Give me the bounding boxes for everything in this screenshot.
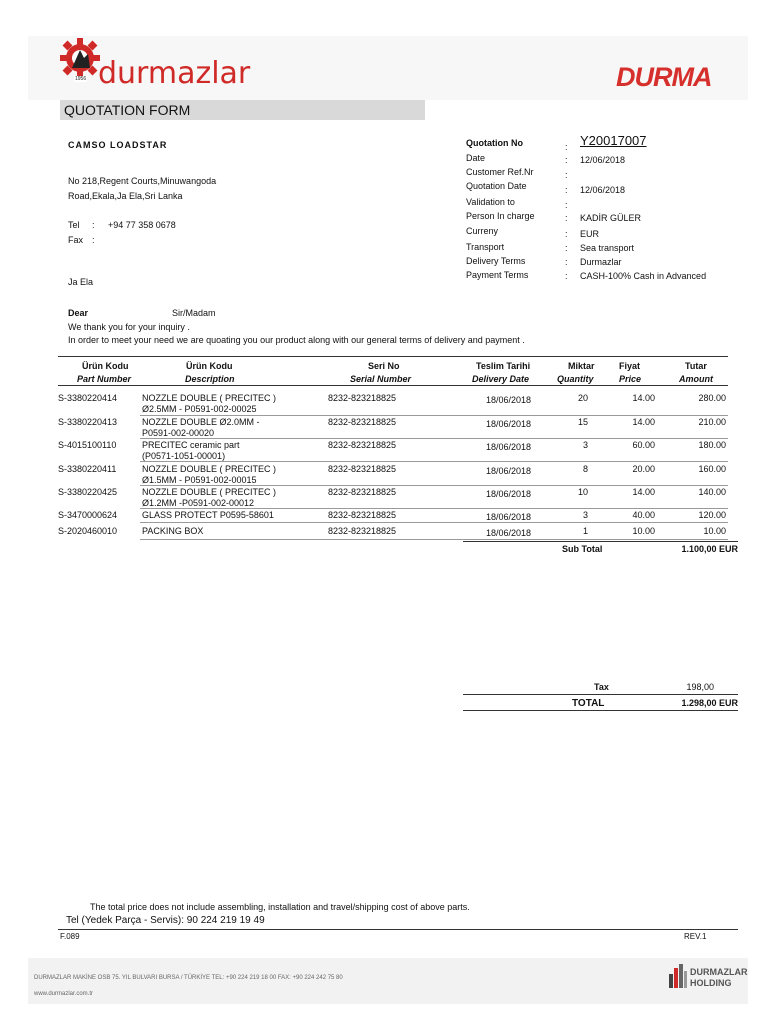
cell-desc: NOZZLE DOUBLE ( PRECITEC ): [142, 464, 277, 474]
tel-label: Tel: [68, 220, 80, 230]
cell-desc: NOZZLE DOUBLE ( PRECITEC ): [142, 487, 277, 497]
cell-desc: NOZZLE DOUBLE Ø2.0MM -: [142, 417, 260, 427]
quotation-no-value: Y20017007: [580, 133, 647, 148]
person-in-charge-colon: :: [565, 213, 568, 223]
footer-rule: [58, 929, 738, 930]
date-colon: :: [565, 155, 568, 165]
cell-date: 18/06/2018: [486, 512, 532, 522]
cell-serial: 8232-823218825: [328, 464, 397, 474]
header-tr-qty: Miktar: [568, 361, 595, 371]
cell-part: S-2020460010: [58, 526, 118, 536]
header-tr-date: Teslim Tarihi: [476, 361, 531, 371]
header-en-amount: Amount: [679, 374, 713, 384]
footer-band: [28, 958, 748, 1004]
cell-desc: PACKING BOX: [142, 526, 204, 536]
durmazlar-gear-logo-icon: [58, 36, 102, 80]
transport-colon: :: [565, 243, 568, 253]
payment-terms-label: Payment Terms: [466, 270, 529, 280]
cell-desc-continued: Ø1.5MM - P0591-002-00015: [142, 475, 257, 485]
letter-line1: We thank you for your inquiry .: [68, 322, 190, 332]
cell-amount: 160.00: [698, 464, 726, 474]
header-tr-amount: Tutar: [685, 361, 707, 371]
revision: REV.1: [684, 932, 707, 941]
row-separator: [140, 539, 728, 540]
tel-colon: :: [92, 220, 95, 230]
cell-part: S-3380220411: [58, 464, 117, 474]
person-in-charge-value: KADİR GÜLER: [580, 213, 642, 223]
fax-colon: :: [92, 235, 95, 245]
cell-serial: 8232-823218825: [328, 393, 397, 403]
cell-part: S-3380220425: [58, 487, 118, 497]
validation-label: Validation to: [466, 197, 515, 207]
footer-website: www.durmazlar.com.tr: [34, 991, 94, 997]
cell-price: 14.00: [632, 393, 655, 403]
holding-building-icon: [668, 962, 688, 988]
cell-desc-continued: Ø2.5MM - P0591-002-00025: [142, 404, 257, 414]
dear-label: Dear: [68, 308, 89, 318]
cell-price: 14.00: [632, 417, 655, 427]
header-en-desc: Description: [185, 374, 235, 384]
tax-value: 198,00: [686, 682, 714, 692]
currency-colon: :: [565, 229, 568, 239]
payment-terms-value: CASH-100% Cash in Advanced: [580, 271, 707, 281]
header-tr-serial: Seri No: [368, 361, 400, 371]
cell-serial: 8232-823218825: [328, 440, 397, 450]
cell-price: 20.00: [632, 464, 655, 474]
cell-desc-continued: (P0571-1051-00001): [142, 451, 226, 461]
cell-amount: 280.00: [698, 393, 726, 403]
customer-ref-label: Customer Ref.Nr: [466, 167, 534, 177]
transport-label: Transport: [466, 242, 505, 252]
payment-terms-colon: :: [565, 271, 568, 281]
total-value: 1.298,00 EUR: [681, 698, 738, 708]
cell-desc-continued: Ø1.2MM -P0591-002-00012: [142, 498, 255, 508]
cell-date: 18/06/2018: [486, 489, 532, 499]
cell-qty: 20: [577, 393, 588, 403]
customer-address-line2: Road,Ekala,Ja Ela,Sri Lanka: [68, 191, 183, 201]
form-title: QUOTATION FORM: [64, 102, 191, 118]
quotation-no-colon: :: [565, 142, 568, 152]
form-code: F.089: [60, 932, 80, 941]
row-separator: [140, 485, 728, 486]
cell-price: 10.00: [632, 526, 655, 536]
row-separator: [140, 438, 728, 439]
row-separator: [140, 508, 728, 509]
header-tr-part: Ürün Kodu: [82, 361, 129, 371]
holding-name-line2: HOLDING: [690, 978, 732, 988]
cell-qty: 3: [582, 440, 588, 450]
company-logo-year: 1956: [75, 76, 87, 82]
header-en-qty: Quantity: [557, 374, 594, 384]
cell-date: 18/06/2018: [486, 395, 532, 405]
service-tel-note: Tel (Yedek Parça - Servis): 90 224 219 19 49: [66, 915, 265, 926]
tax-label: Tax: [594, 682, 609, 692]
row-separator: [140, 461, 728, 462]
header-en-serial: Serial Number: [350, 374, 412, 384]
cell-date: 18/06/2018: [486, 466, 532, 476]
currency-label: Curreny: [466, 226, 499, 236]
customer-address-line1: No 218,Regent Courts,Minuwangoda: [68, 176, 217, 186]
cell-amount: 140.00: [698, 487, 726, 497]
dear-value: Sir/Madam: [172, 308, 216, 318]
cell-part: S-4015100110: [58, 440, 117, 450]
cell-amount: 10.00: [703, 526, 726, 536]
customer-city: Ja Ela: [68, 277, 94, 287]
footer-address: DURMAZLAR MAKİNE OSB 75. YIL BULVARI BURSA / TÜRKİYE TEL: +90 224 219 18 00 FAX: +90 224 242 75 80: [34, 975, 343, 981]
cell-qty: 8: [582, 464, 588, 474]
cell-price: 40.00: [632, 510, 655, 520]
header-en-date: Delivery Date: [472, 374, 530, 384]
delivery-terms-colon: :: [565, 257, 568, 267]
cell-desc-continued: P0591-002-00020: [142, 428, 215, 438]
table-row: [58, 526, 728, 538]
total-bottom-rule: [463, 710, 738, 711]
row-separator: [140, 522, 728, 523]
cell-date: 18/06/2018: [486, 528, 532, 538]
delivery-terms-label: Delivery Terms: [466, 256, 526, 266]
cell-qty: 15: [577, 417, 588, 427]
cell-desc: NOZZLE DOUBLE ( PRECITEC ): [142, 393, 277, 403]
company-logo-text: durmazlar: [98, 56, 251, 91]
header-tr-desc: Ürün Kodu: [186, 361, 233, 371]
cell-amount: 210.00: [698, 417, 726, 427]
quotation-date-colon: :: [565, 185, 568, 195]
cell-desc: PRECITEC ceramic part: [142, 440, 240, 450]
cell-amount: 180.00: [698, 440, 726, 450]
table-row: [58, 510, 728, 522]
cell-desc: GLASS PROTECT P0595-58601: [142, 510, 274, 520]
transport-value: Sea transport: [580, 243, 635, 253]
cell-serial: 8232-823218825: [328, 526, 397, 536]
cell-part: S-3380220413: [58, 417, 118, 427]
cell-qty: 1: [582, 526, 588, 536]
total-label: TOTAL: [572, 698, 605, 709]
subtotal-value: 1.100,00 EUR: [681, 544, 738, 554]
quotation-no-label: Quotation No: [466, 138, 523, 148]
cell-part: S-3470000624: [58, 510, 118, 520]
price-note: The total price does not include assembling, installation and travel/shipping cost of above parts.: [90, 902, 470, 912]
cell-serial: 8232-823218825: [328, 487, 397, 497]
durma-brand-logo: DURMA: [616, 62, 712, 92]
cell-date: 18/06/2018: [486, 419, 532, 429]
cell-amount: 120.00: [698, 510, 726, 520]
header-en-part: Part Number: [77, 374, 132, 384]
quotation-date-label: Quotation Date: [466, 181, 527, 191]
letter-line2: In order to meet your need we are quoating you our product along with our general terms of delivery and payment .: [68, 335, 525, 345]
cell-part: S-3380220414: [58, 393, 118, 403]
person-in-charge-label: Person In charge: [466, 211, 535, 221]
date-label: Date: [466, 153, 486, 163]
cell-serial: 8232-823218825: [328, 417, 397, 427]
subtotal-rule: [463, 541, 738, 542]
cell-qty: 3: [582, 510, 588, 520]
tax-top-rule: [463, 694, 738, 695]
cell-date: 18/06/2018: [486, 442, 532, 452]
quotation-date-value: 12/06/2018: [580, 185, 626, 195]
cell-qty: 10: [577, 487, 588, 497]
header-tr-price: Fiyat: [619, 361, 641, 371]
date-value: 12/06/2018: [580, 155, 626, 165]
cell-price: 60.00: [632, 440, 655, 450]
delivery-terms-value: Durmazlar: [580, 257, 622, 267]
holding-name-line1: DURMAZLAR: [690, 967, 748, 977]
table-top-rule: [58, 356, 728, 357]
customer-ref-colon: :: [565, 170, 568, 180]
row-separator: [140, 415, 728, 416]
currency-value: EUR: [580, 229, 600, 239]
cell-serial: 8232-823218825: [328, 510, 397, 520]
header-en-price: Price: [619, 374, 642, 384]
subtotal-label: Sub Total: [562, 544, 603, 554]
validation-colon: :: [565, 200, 568, 210]
table-header-rule: [58, 385, 728, 386]
tel-value: +94 77 358 0678: [108, 220, 176, 230]
customer-name: CAMSO LOADSTAR: [68, 140, 168, 150]
fax-label: Fax: [68, 235, 84, 245]
cell-price: 14.00: [632, 487, 655, 497]
